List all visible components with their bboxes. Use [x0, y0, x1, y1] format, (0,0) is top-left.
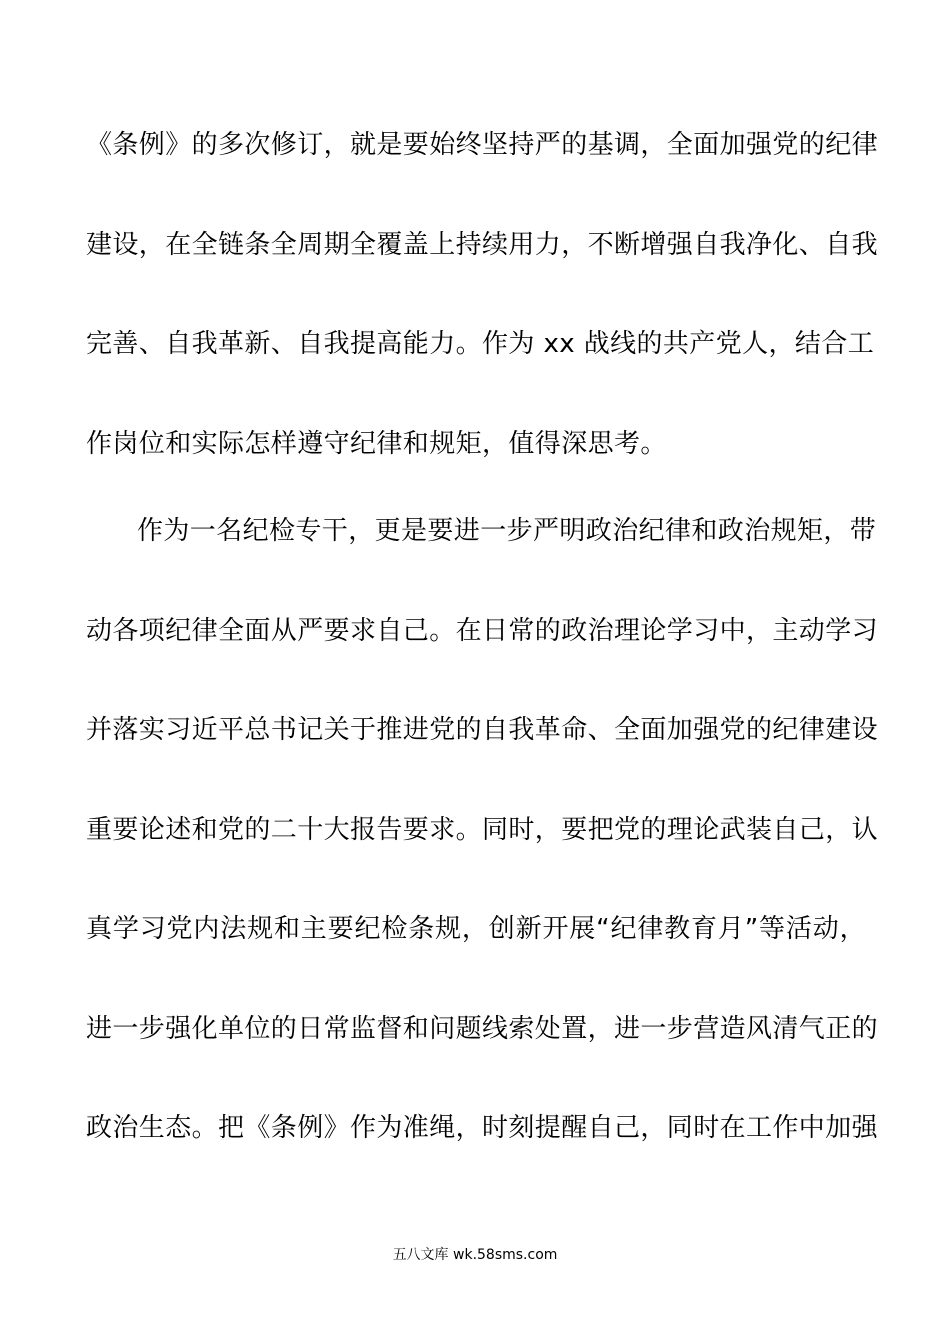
paragraph-line: 作为一名纪检专干，更是要进一步严明政治纪律和政治规矩，带	[137, 516, 877, 546]
paragraph-line: 政治生态。把《条例》作为准绳，时刻提醒自己，同时在工作中加强	[86, 1113, 879, 1143]
paragraph-line: 进一步强化单位的日常监督和问题线索处置，进一步营造风清气正的	[86, 1014, 879, 1044]
paragraph-line: 真学习党内法规和主要纪检条规，创新开展“纪律教育月”等活动，	[86, 914, 866, 944]
paragraph-line: 作岗位和实际怎样遵守纪律和规矩，值得深思考。	[86, 429, 667, 459]
paragraph-line: 建设，在全链条全周期全覆盖上持续用力，不断增强自我净化、自我	[86, 230, 879, 260]
paragraph-line: 并落实习近平总书记关于推进党的自我革命、全面加强党的纪律建设	[86, 715, 879, 745]
paragraph-line: 动各项纪律全面从严要求自己。在日常的政治理论学习中，主动学习	[86, 616, 879, 646]
paragraph-line: 《条例》的多次修订，就是要始终坚持严的基调，全面加强党的纪律	[86, 130, 879, 160]
footer-watermark: 五八文库 wk.58sms.com	[392, 1247, 558, 1263]
paragraph-line: 重要论述和党的二十大报告要求。同时，要把党的理论武装自己，认	[86, 815, 879, 845]
paragraph-line: 完善、自我革新、自我提高能力。作为 xx 战线的共产党人，结合工	[86, 329, 875, 359]
